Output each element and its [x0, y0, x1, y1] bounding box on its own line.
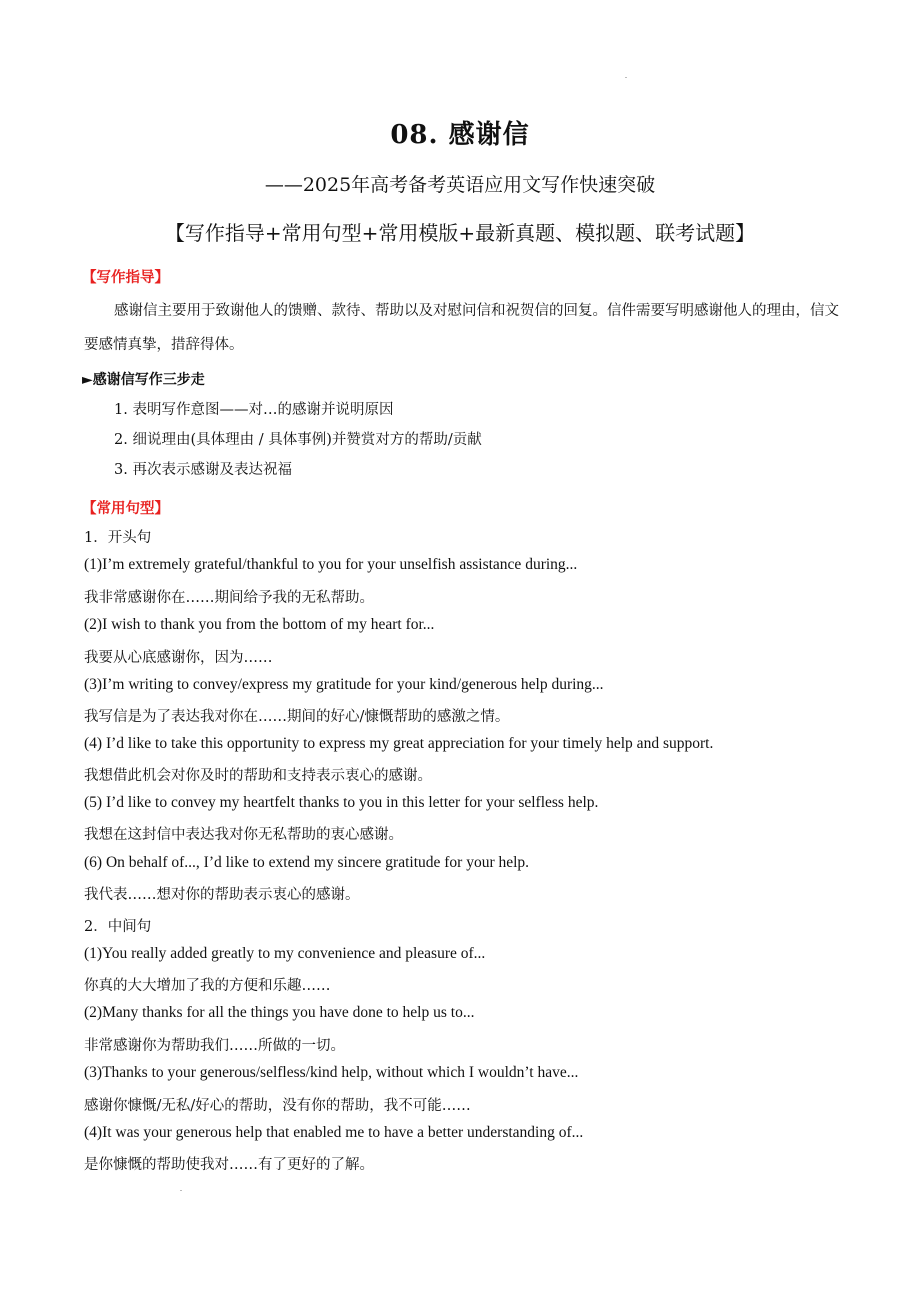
sentence-en: (4)It was your generous help that enabled me to have a better understanding of... [84, 1124, 584, 1141]
sentence-zh: 我想借此机会对你及时的帮助和支持表示衷心的感谢。 [84, 768, 432, 784]
sentence-zh: 感谢你慷慨/无私/好心的帮助，没有你的帮助，我不可能…… [84, 1098, 471, 1114]
sentence-en: (2)Many thanks for all the things you have done to help us to... [84, 1004, 475, 1021]
document-title: 08. 感谢信 [390, 120, 530, 150]
step-item: 1. 表明写作意图——对…的感谢并说明原因 [114, 402, 394, 418]
sentence-en: (1)I’m extremely grateful/thankful to you for your unselfish assistance during... [84, 556, 578, 573]
scan-speck [180, 1190, 182, 1191]
sentence-zh: 我想在这封信中表达我对你无私帮助的衷心感谢。 [84, 827, 403, 843]
sentence-zh: 是你慷慨的帮助使我对……有了更好的了解。 [84, 1157, 374, 1173]
document-tagline: 【写作指导+常用句型+常用模版+最新真题、模拟题、联考试题】 [164, 221, 756, 245]
document-subtitle: ——2025年高考备考英语应用文写作快速突破 [264, 174, 656, 196]
subsection-label-middle: 2．中间句 [84, 919, 152, 935]
step-item: 2. 细说理由(具体理由 / 具体事例)并赞赏对方的帮助/贡献 [114, 432, 482, 448]
subsection-label-opening: 1．开头句 [84, 530, 152, 546]
section-heading-guide: 【写作指导】 [82, 270, 169, 286]
steps-heading: ►感谢信写作三步走 [82, 372, 205, 388]
scan-speck [625, 77, 627, 78]
sentence-zh: 我非常感谢你在……期间给予我的无私帮助。 [84, 590, 374, 606]
sentence-en: (6) On behalf of..., I’d like to extend my sincere gratitude for your help. [84, 854, 530, 871]
sentence-zh: 我写信是为了表达我对你在……期间的好心/慷慨帮助的感激之情。 [84, 709, 510, 725]
sentence-zh: 你真的大大增加了我的方便和乐趣…… [84, 978, 331, 994]
guide-paragraph: 感谢信主要用于致谢他人的馈赠、款待、帮助以及对慰问信和祝贺信的回复。信件需要写明感谢他人的理由，信文要感情真挚，措辞得体。 [84, 303, 839, 353]
section-heading-patterns: 【常用句型】 [82, 501, 169, 517]
sentence-en: (2)I wish to thank you from the bottom of my heart for... [84, 616, 435, 633]
sentence-zh: 我代表……想对你的帮助表示衷心的感谢。 [84, 887, 360, 903]
sentence-en: (3)Thanks to your generous/selfless/kind help, without which I wouldn’t have... [84, 1064, 579, 1081]
sentence-zh: 非常感谢你为帮助我们……所做的一切。 [84, 1038, 345, 1054]
sentence-en: (1)You really added greatly to my convenience and pleasure of... [84, 945, 486, 962]
sentence-en: (5) I’d like to convey my heartfelt thanks to you in this letter for your selfless help. [84, 794, 599, 811]
sentence-en: (4) I’d like to take this opportunity to express my great appreciation for your timely help and support. [84, 735, 714, 752]
sentence-en: (3)I’m writing to convey/express my gratitude for your kind/generous help during... [84, 676, 604, 693]
step-item: 3. 再次表示感谢及表达祝福 [114, 462, 292, 478]
sentence-zh: 我要从心底感谢你，因为…… [84, 650, 273, 666]
